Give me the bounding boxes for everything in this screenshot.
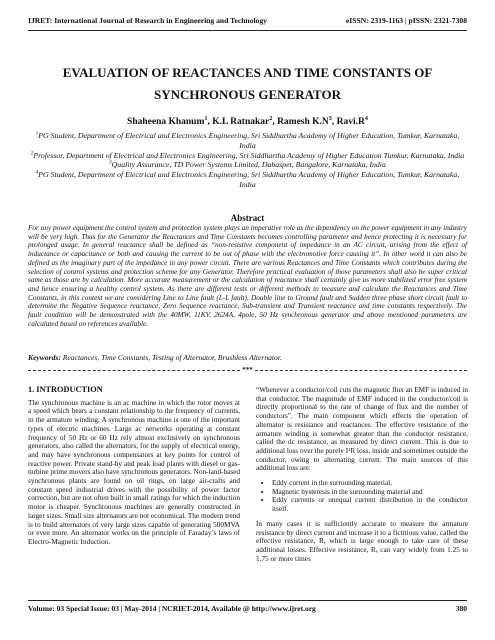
section-separator [28,366,467,374]
paper-page [28,0,467,640]
keywords-label: Keywords: [28,353,61,362]
author-list [28,117,467,127]
left-column [28,386,240,553]
list-item: • Magnetic hysteresis in the surrounding material and [272,488,468,497]
affiliation: $^1$PG Student, Department of Electrical and Electronics Engineering, Sri Siddhartha Academy of Higher Education, Tumkur, Karnataka, India [35,130,460,150]
title-line-2: SYNCHRONOUS GENERATOR [154,87,341,102]
running-footer [28,604,467,613]
right-column [256,386,468,569]
intro-paragraph: The synchronous machine is an ac machine in which the rotor moves at a speed which bears a constant relationship to the frequency of currents, in the armature winding. A synchronous machine is one of the important types of electric machines. Large ac networks operating at constant frequency of 50 Hz or 60 Hz rely almost exclusively on synchronous generators, also called the alternators, for the supply of electrical energy, and may have synchronous compensators at key points for control of reactive power. Private stand-by and peak load plants with diesel or gas-turbine prime movers also have synchronous generators. Non-land-based synchronous plants are found on oil rings, on large air-crafts and constant speed industrial drives with the possibility of power factor correction, but are not often built in small ratings for which the induction motor is cheaper. Synchronous machines are generally constructed in larger sizes. Small size alternators are not economical. The modern trend is to build alternators of very large sizes capable of generating 500MVA or even more. An alternator works on the principle of Faraday’s laws of Electro-Magnetic Induction. [28,398,241,546]
paper-title [28,62,467,106]
footer-rule [28,600,467,601]
separator-dash-left [28,370,240,371]
body-paragraph: In many cases it is sufficiently accurate to measure the armature resistance by direct current and increase it to a fictitious value, called the effective resistance, Rₑ which is large enough to take care of these additional losses. Effective resistance, Rₑ can vary widely from 1.25 to 1.75 or more times [256,519,468,563]
affiliation: $^3$Quality Assurance, TD Power Systems Limited, Dabaspet, Bangalore, Karnataka, India [109,159,386,170]
author: K.L Ratnakar$^2$, [212,115,278,127]
body-paragraph: “Whenever a conductor/coil cuts the magnetic flux an EMF is induced in that conductor. The magnitude of EMF induced in the conductor/coil is directly proportional to the rate of change of flux and the number of conductors”. The main component which effects the operation of alternator is resistance and reactances. The effective resistance of the armature winding is somewhat greater than the conductor resistance, called the dc resistance, as measured by direct current. This is due to additional loss over the purely I²R loss, inside and sometimes outside the conductor, owing to alternating current. The main sources of this additional loss are: [256,386,468,473]
loss-source-list [256,479,468,514]
section-heading: 1. INTRODUCTION [28,385,103,394]
footer-citation: Volume: 03 Special Issue: 03 | May-2014 | NCRIET-2014, Available @ http://www.ijret.org [28,604,316,613]
keywords [28,353,467,362]
affiliations [28,131,467,190]
title-line-1: EVALUATION OF REACTANCES AND TIME CONSTANTS OF [62,65,433,80]
journal-name: IJRET: International Journal of Research in Engineering and Technology [28,16,267,25]
author: Shaheena Khanum$^1$, [127,115,213,127]
separator-stars: *** [242,366,253,374]
affiliation: $^2$Professor, Department of Electrical and Electronics Engineering, Sri Siddhartha Academy of Higher Education Tumkur, Karnataka, India [30,150,465,160]
author: $Ravi.R^4$ [336,115,368,127]
abstract-heading: Abstract [230,213,265,223]
separator-dash-right [255,370,467,371]
abstract-text: For any power equipment the control system and protection system plays an imperative role as the dependency on the power equipment in any industry will be very high. Thus for the Generator the Reactances and Time Constants becomes controlling parameter and hence protecting it is necessary for prolonged usage. In general reactance shall be defined as “non-resistive component of impedance in an AC circuit, arising from the effect of inductance or capacitance or both and causing the current to be out of phase with the electromotive force causing it”. In other word it can also be defined as the imaginary part of the impedance in any power circuit. There are various Reactances and Time Constants which contributes during the selection of control systems and protection scheme for any Generator. Therefore practical evaluation of those parameters shall also be super critical same as those are by calculation. More accurate measurement or the calculation of reactance shall certainly give us more stabilized error free system and hence ensuring a healthy control system. As there are different tests or different methods to measure and calculate the Reactances and Time Constants, in this context we are considering Line to Line fault (L-L fault), Double line to Ground fault and Sudden three phase short circuit fault to determine the Negative Sequence reactance, Zero Sequence reactance, Sub-transient and Transient reactance and time constants respectively. The fault condition will be demonstrated with the 40MW, 11KV, 2624A, 4pole, 50 Hz synchronous generator and above mentioned parameters are calculated based on references available. [28,224,467,328]
page-number: 380 [455,604,467,613]
issn: eISSN: 2319-1163 | pISSN: 2321-7308 [345,16,467,25]
list-item: • Eddy currents or unequal current distribution in the conductor itself. [272,496,468,513]
running-header [28,16,467,25]
list-item: • Eddy current in the surrounding material, [272,479,468,488]
keywords-text: Reactances, Time Constants, Testing of Alternator, Brushless Alternator. [60,353,282,362]
header-rule [28,30,467,31]
affiliation: $^4$PG Student, Department of Electrical and Electronics Engineering, Sri Siddhartha Academy of Higher Education, Tumkur, Karnataka, India [35,169,460,189]
author: Ramesh $K.N^3$, [277,115,337,127]
